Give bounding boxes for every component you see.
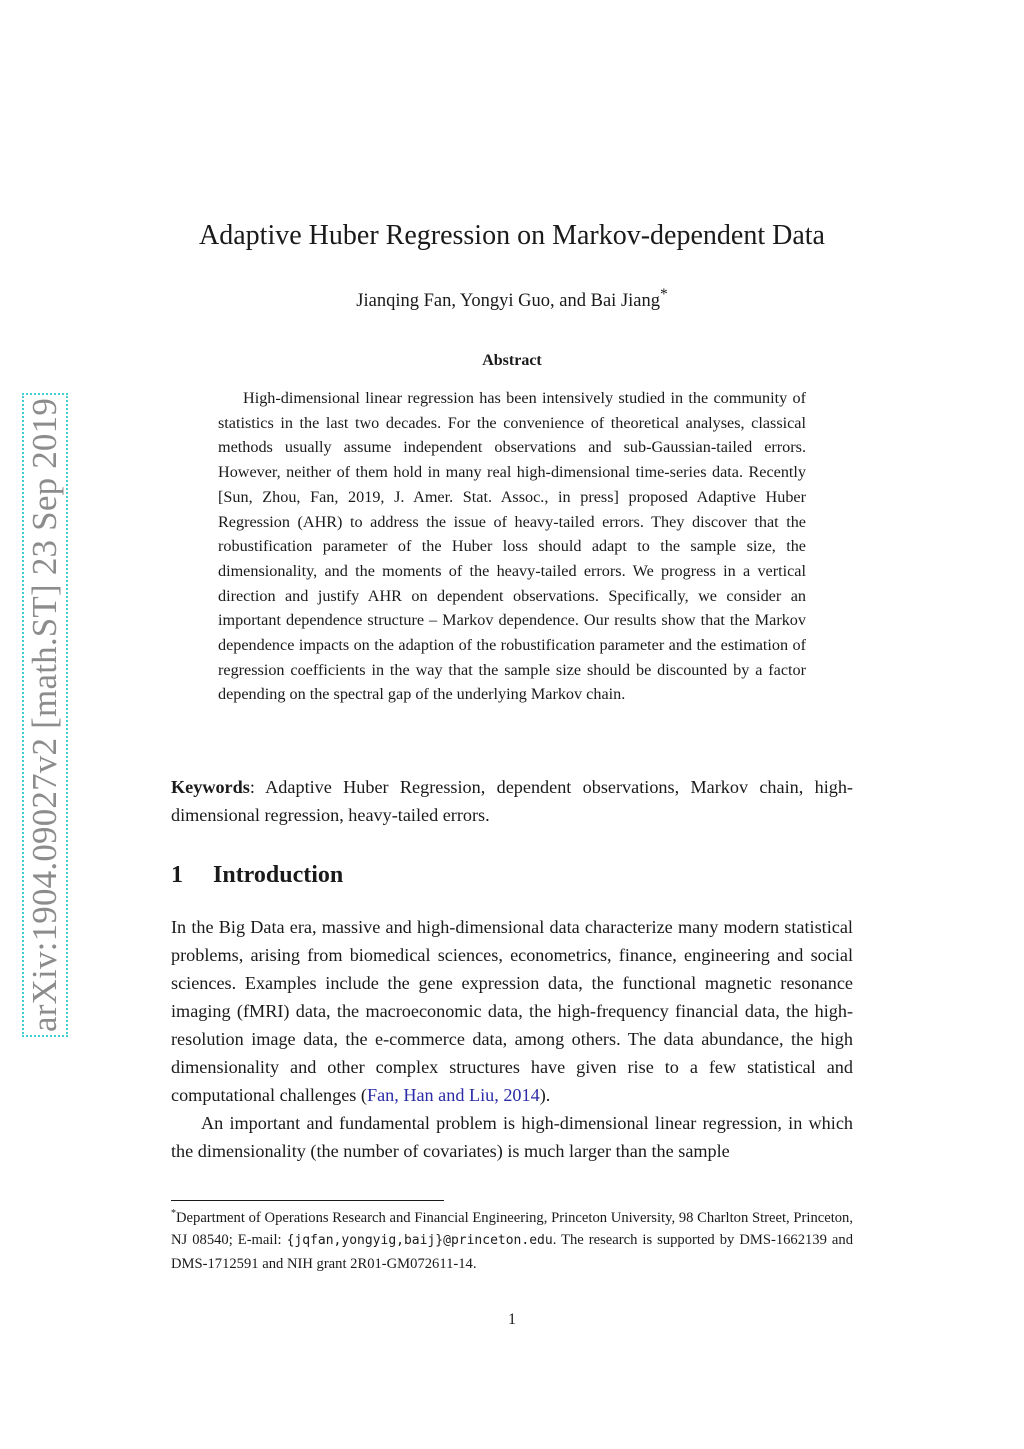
keywords-paragraph bbox=[171, 773, 853, 829]
arxiv-identifier-text: arXiv:1904.09027v2 [math.ST] 23 Sep 2019 bbox=[25, 397, 64, 1033]
footnote-mark: * bbox=[171, 1208, 176, 1219]
section-title: Introduction bbox=[213, 862, 344, 888]
section-number: 1 bbox=[171, 862, 183, 888]
intro-paragraph-2: An important and fundamental problem is high-dimensional linear regression, in which the dimensionality (the number of covariates) is much larger than the sample bbox=[171, 1113, 853, 1161]
footnote-funding: . The research is supported by DMS-1662139 and DMS-1712591 and NIH grant 2R01-GM072611-14. bbox=[171, 1232, 853, 1272]
author-footnote bbox=[171, 1203, 853, 1275]
keywords-list: : Adaptive Huber Regression, dependent observations, Markov chain, high-dimensional regression, heavy-tailed errors. bbox=[171, 777, 853, 825]
abstract-heading: Abstract bbox=[482, 352, 542, 369]
intro-paragraph-1-end: ). bbox=[539, 1085, 551, 1105]
intro-paragraph-1 bbox=[171, 913, 853, 1109]
page-number: 1 bbox=[508, 1311, 516, 1328]
keywords-label: Keywords bbox=[171, 777, 250, 797]
citation-link[interactable]: Fan, Han and Liu, 2014 bbox=[366, 1085, 540, 1105]
author-names: Jianqing Fan, Yongyi Guo, and Bai Jiang bbox=[356, 291, 660, 312]
introduction-body bbox=[171, 913, 853, 1165]
author-line bbox=[130, 286, 894, 312]
footnote-affiliation: Department of Operations Research and Financial Engineering, Princeton University, 98 Charlton Street, Princeton, NJ 08540; E-mail: bbox=[171, 1209, 853, 1249]
footnote-divider bbox=[171, 1200, 444, 1201]
intro-paragraph-1-text: In the Big Data era, massive and high-dimensional data characterize many modern statistical problems, arising from biomedical sciences, econometrics, finance, engineering and social sciences. Examples include the gene expression data, the functional magnetic resonance imaging (fMRI) data, the macroeconomic data, the high-frequency financial data, the high-resolution image data, the e-commerce data, among others. The data abundance, the high dimensionality and other complex structures have given rise to a few statistical and computational challenges ( bbox=[171, 917, 853, 1105]
paper-title: Adaptive Huber Regression on Markov-dependent Data bbox=[199, 220, 825, 251]
footnote-email[interactable]: {jqfan,yongyig,baij}@princeton.edu bbox=[286, 1233, 553, 1249]
section-heading-introduction bbox=[171, 862, 343, 889]
abstract-body: High-dimensional linear regression has been intensively studied in the community of statistics in the last two decades. For the convenience of theoretical analyses, classical methods usually assume independent observations and sub-Gaussian-tailed errors. However, neither of them hold in many real high-dimensional time-series data. Recently [Sun, Zhou, Fan, 2019, J. Amer. Stat. Assoc., in press] proposed Adaptive Huber Regression (AHR) to address the issue of heavy-tailed errors. They discover that the robustification parameter of the Huber loss should adapt to the sample size, the dimensionality, and the moments of the heavy-tailed errors. We progress in a vertical direction and justify AHR on dependent observations. Specifically, we consider an important dependence structure – Markov dependence. Our results show that the Markov dependence impacts on the adaption of the robustification parameter and the estimation of regression coefficients in the way that the sample size should be discounted by a factor depending on the spectral gap of the underlying Markov chain. bbox=[218, 389, 806, 704]
author-footnote-mark[interactable]: * bbox=[660, 286, 668, 303]
arxiv-identifier-stamp[interactable] bbox=[22, 393, 68, 1037]
